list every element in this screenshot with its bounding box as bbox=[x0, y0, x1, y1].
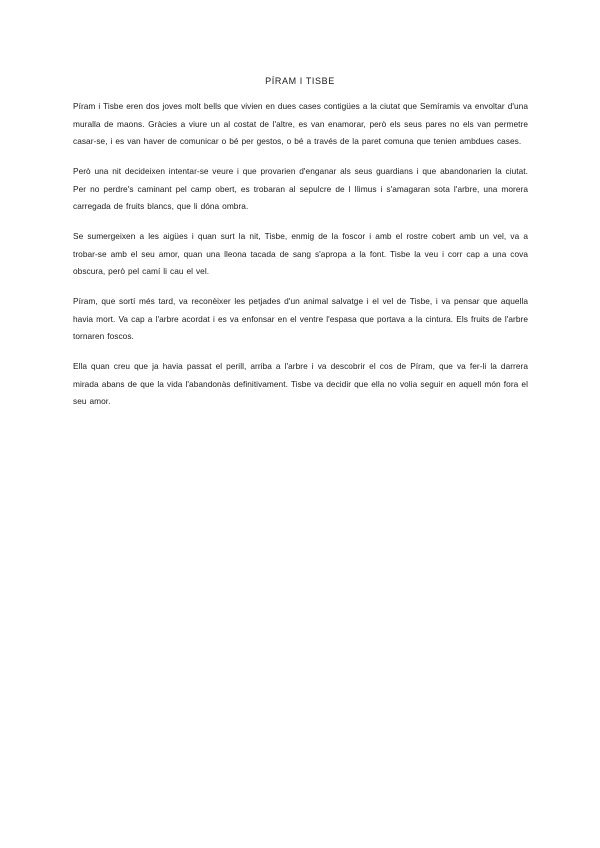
document-body bbox=[73, 98, 528, 423]
paragraph-4: Píram, que sortí més tard, va reconèixer les petjades d'un animal salvatge i el vel de Tisbe, i va pensar que aquella havia mort. Va cap a l'arbre acordat i es va enfonsar en el ventre l'espasa que portava a la cintura. Els fruits de l'arbre tornaren foscos. bbox=[73, 296, 528, 341]
paragraph-1: Píram i Tisbe eren dos joves molt bells que vivien en dues cases contigües a la ciutat que Semíramis va envoltar d'una muralla de maons. Gràcies a viure un al costat de l'altre, es van enamorar, però els seus pares no els van permetre casar-se, i es van haver de comunicar o bé per gestos, o bé a través de la paret comuna que tenien ambdues cases. bbox=[73, 101, 528, 146]
paragraph-2: Però una nit decideixen intentar-se veure i que provarien d'enganar als seus guardians i que abandonarien la ciutat. Per no perdre's caminant pel camp obert, es trobaran al sepulcre de l Ilimus i s'amagaran sota l'arbre, una morera carregada de fruits blancs, que li dóna ombra. bbox=[73, 166, 528, 211]
paragraph-5: Ella quan creu que ja havia passat el perill, arriba a l'arbre i va descobrir el cos de Píram, que va fer-li la darrera mirada abans de que la vida l'abandonàs definitivament. Tisbe va decidir que ella no volia seguir en aquell món fora el seu amor. bbox=[73, 361, 528, 406]
paragraph-3: Se sumergeixen a les aigües i quan surt la nit, Tisbe, enmig de la foscor i amb el rostre cobert amb un vel, va a trobar-se amb el seu amor, quan una lleona tacada de sang s'apropa a la font. Tisbe la veu i corr cap a una cova obscura, però pel camí li cau el vel. bbox=[73, 231, 528, 276]
document-title: PÍRAM I TISBE bbox=[265, 76, 335, 86]
